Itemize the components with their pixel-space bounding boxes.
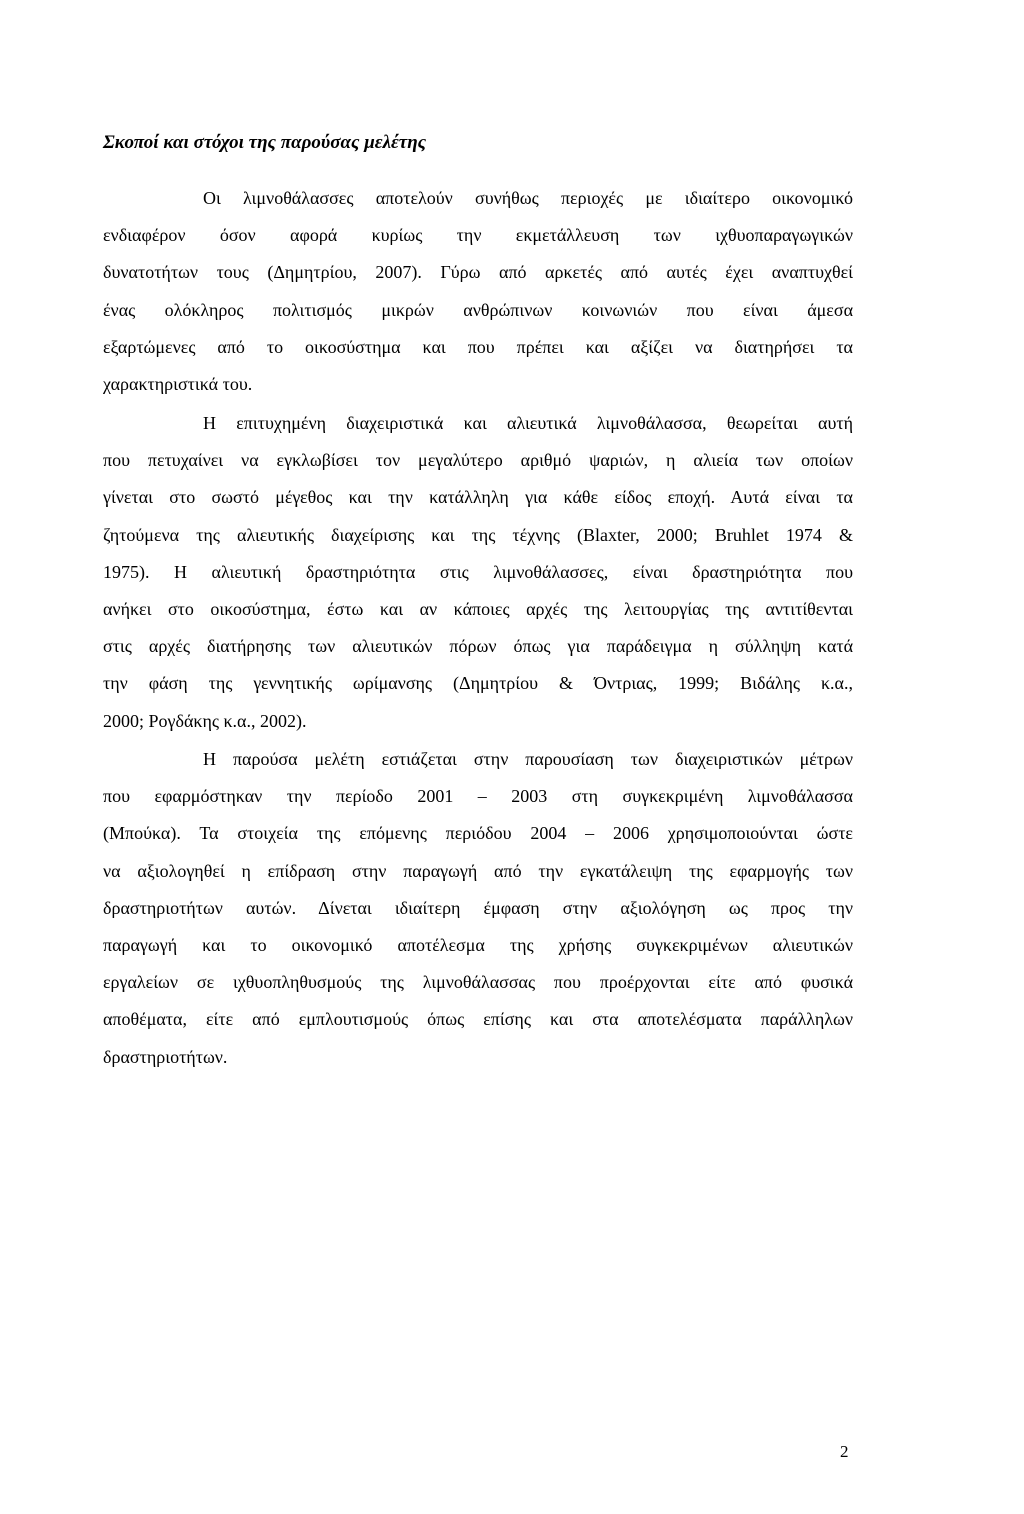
- paragraph-1: [103, 180, 853, 403]
- paragraph-line: δραστηριοτήτων.: [103, 1046, 228, 1067]
- paragraph-3: [103, 741, 853, 1076]
- paragraph-line: ζητούμενα της αλιευτικής διαχείρισης και της τέχνης (Blaxter, 2000; Bruhlet 1974 &: [103, 524, 853, 545]
- paragraph-line: παραγωγή και το οικονομικό αποτέλεσμα της χρήσης συγκεκριμένων αλιευτικών: [103, 934, 853, 955]
- paragraph-2: [103, 405, 853, 740]
- paragraph-line: που εφαρμόστηκαν την περίοδο 2001 – 2003 στη συγκεκριμένη λιμνοθάλασσα: [103, 786, 853, 807]
- section-heading: Σκοποί και στόχοι της παρούσας μελέτης: [103, 132, 427, 153]
- paragraph-line: ανήκει στο οικοσύστημα, έστω και αν κάποιες αρχές της λειτουργίας της αντιτίθενται: [103, 598, 853, 619]
- paragraph-line: 2000; Ρογδάκης κ.α., 2002).: [103, 710, 307, 731]
- paragraph-line: Η παρούσα μελέτη εστιάζεται στην παρουσίαση των διαχειριστικών μέτρων: [203, 749, 853, 769]
- paragraph-line: Οι λιμνοθάλασσες αποτελούν συνήθως περιοχές με ιδιαίτερο οικονομικό: [203, 188, 853, 208]
- paragraph-line: εξαρτώμενες από το οικοσύστημα και που πρέπει και αξίζει να διατηρήσει τα: [103, 336, 853, 357]
- paragraph-line: (Μπούκα). Τα στοιχεία της επόμενης περιόδου 2004 – 2006 χρησιμοποιούνται ώστε: [103, 823, 853, 844]
- paragraph-line: 1975). Η αλιευτική δραστηριότητα στις λιμνοθάλασσες, είναι δραστηριότητα που: [103, 561, 853, 582]
- paragraph-line: ενδιαφέρον όσον αφορά κυρίως την εκμετάλλευση των ιχθυοπαραγωγικών: [103, 225, 853, 246]
- page-number: 2: [840, 1442, 849, 1461]
- paragraph-line: εργαλείων σε ιχθυοπληθυσμούς της λιμνοθάλασσας που προέρχονται είτε από φυσικά: [103, 972, 853, 993]
- paragraph-line: στις αρχές διατήρησης των αλιευτικών πόρων όπως για παράδειγμα η σύλληψη κατά: [103, 636, 853, 657]
- paragraph-line: Η επιτυχημένη διαχειριστικά και αλιευτικά λιμνοθάλασσα, θεωρείται αυτή: [203, 413, 853, 433]
- paragraph-line: δυνατοτήτων τους (Δημητρίου, 2007). Γύρω από αρκετές από αυτές έχει αναπτυχθεί: [103, 262, 853, 283]
- paragraph-line: ένας ολόκληρος πολιτισμός μικρών ανθρώπινων κοινωνιών που είναι άμεσα: [103, 299, 853, 320]
- paragraph-line: γίνεται στο σωστό μέγεθος και την κατάλληλη για κάθε είδος εποχή. Αυτά είναι τα: [103, 487, 853, 508]
- paragraph-line: δραστηριοτήτων αυτών. Δίνεται ιδιαίτερη έμφαση στην αξιολόγηση ως προς την: [103, 897, 853, 918]
- paragraph-line: να αξιολογηθεί η επίδραση στην παραγωγή από την εγκατάλειψη της εφαρμογής των: [103, 860, 853, 881]
- paragraph-line: αποθέματα, είτε από εμπλουτισμούς όπως επίσης και στα αποτελέσματα παράλληλων: [103, 1009, 853, 1030]
- paragraph-line: την φάση της γεννητικής ωρίμανσης (Δημητρίου & Όντριας, 1999; Βιδάλης κ.α.,: [103, 673, 853, 694]
- paragraph-line: χαρακτηριστικά του.: [103, 373, 253, 394]
- paragraph-line: που πετυχαίνει να εγκλωβίσει τον μεγαλύτερο αριθμό ψαριών, η αλιεία των οποίων: [103, 450, 853, 471]
